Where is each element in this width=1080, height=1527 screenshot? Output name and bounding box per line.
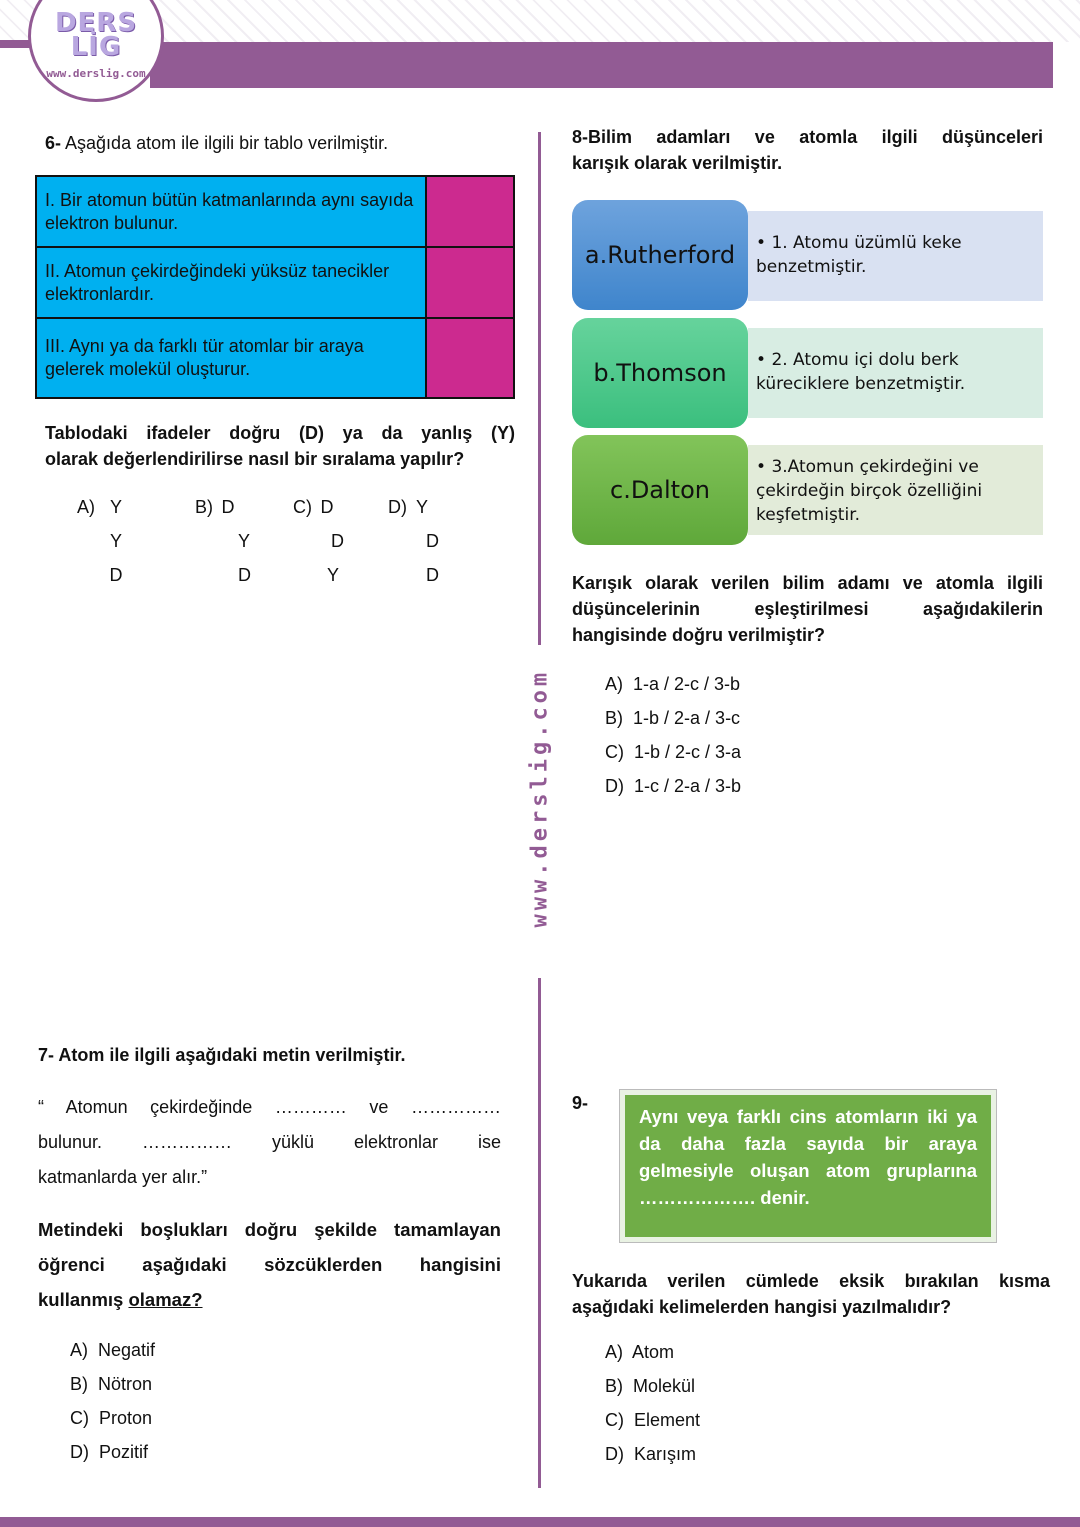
idea-text: 3.Atomun çekirdeğini ve çekirdeğin birçok özelliğini keşfetmiştir.	[756, 457, 983, 525]
q8-number: 8-	[572, 127, 589, 147]
derslig-logo	[28, 0, 164, 102]
option-text: Proton	[99, 1408, 153, 1428]
option-label: B)	[70, 1374, 88, 1394]
idea-text: 2. Atomu içi dolu berk küreciklere benzetmiştir.	[756, 350, 966, 394]
q6-option-c[interactable]	[293, 490, 345, 592]
option-label: A)	[77, 497, 95, 517]
q7-option-c[interactable]	[70, 1401, 155, 1435]
q7-option-d[interactable]	[70, 1435, 155, 1469]
q9-options	[605, 1335, 700, 1471]
q6-option-a[interactable]	[77, 490, 126, 592]
q7-option-b[interactable]	[70, 1367, 155, 1401]
option-label: A)	[605, 1342, 623, 1362]
column-divider	[538, 978, 541, 1488]
q6-table	[35, 175, 515, 399]
option-value: D	[320, 497, 334, 517]
option-value: D	[331, 531, 345, 551]
table-row	[36, 247, 514, 318]
option-text: Element	[634, 1410, 701, 1430]
q8-question-line: Karışık olarak verilen bilim adamı ve atomla ilgili	[572, 573, 1043, 593]
option-label: D)	[605, 1444, 624, 1464]
option-label: D)	[388, 497, 407, 517]
q9-option-c[interactable]	[605, 1403, 700, 1437]
q7-emphasis: olamaz?	[128, 1289, 203, 1310]
option-text: Molekül	[633, 1376, 696, 1396]
header-bar	[150, 42, 1053, 88]
idea-3: • 3.Atomun çekirdeğini ve çekirdeğin birçok özelliğini keşfetmiştir.	[748, 445, 1043, 535]
statement-cell: III. Aynı ya da farklı tür atomlar bir araya gelerek molekül oluşturur.	[36, 318, 426, 398]
option-text: 1-b / 2-c / 3-a	[634, 742, 742, 762]
option-label: C)	[605, 1410, 624, 1430]
q6-question	[45, 420, 515, 472]
q8-title-text: Bilim adamları ve atomla ilgili düşünceleri	[588, 127, 1043, 147]
answer-cell	[426, 176, 514, 247]
option-value: D	[426, 531, 440, 551]
q7-question	[38, 1212, 501, 1317]
q6-title	[45, 130, 388, 156]
option-value: Y	[110, 531, 123, 551]
option-label: C)	[605, 742, 624, 762]
q9-option-a[interactable]	[605, 1335, 700, 1369]
watermark: www.derslig.com	[527, 668, 553, 928]
option-text: 1-b / 2-a / 3-c	[633, 708, 741, 728]
table-row	[36, 176, 514, 247]
q8-title-line: karışık olarak verilmiştir.	[572, 153, 783, 173]
option-label: D)	[70, 1442, 89, 1462]
q7-question-line: kullanmış	[38, 1289, 129, 1310]
q8-option-d[interactable]	[605, 769, 741, 803]
q8-option-c[interactable]	[605, 735, 741, 769]
option-text: 1-c / 2-a / 3-b	[634, 776, 742, 796]
q7-text-line: katmanlarda yer alır.”	[38, 1167, 208, 1187]
option-text: 1-a / 2-c / 3-b	[633, 674, 741, 694]
option-text: Atom	[632, 1342, 675, 1362]
footer-bar	[0, 1517, 1080, 1527]
q9-question-line: aşağıdaki kelimelerden hangisi yazılmalıdır?	[572, 1297, 952, 1317]
option-text: Karışım	[634, 1444, 697, 1464]
q8-option-a[interactable]	[605, 667, 741, 701]
option-label: D)	[605, 776, 624, 796]
statement-cell: I. Bir atomun bütün katmanlarında aynı sayıda elektron bulunur.	[36, 176, 426, 247]
q9-question	[572, 1268, 1050, 1320]
option-text: Nötron	[98, 1374, 153, 1394]
statement-cell: II. Atomun çekirdeğindeki yüksüz tanecikler elektronlardır.	[36, 247, 426, 318]
table-row	[36, 318, 514, 398]
option-label: A)	[605, 674, 623, 694]
option-value: D	[109, 565, 123, 585]
q7-text-line: “ Atomun çekirdeğinde ………… ve ……………	[38, 1097, 501, 1117]
q7-text	[38, 1090, 501, 1195]
q9-question-line: Yukarıda verilen cümlede eksik bırakılan kısma	[572, 1271, 1050, 1291]
q8-question-line: hangisinde doğru verilmiştir?	[572, 625, 826, 645]
q8-options	[605, 667, 741, 803]
q8-title	[572, 124, 1043, 176]
q7-options	[70, 1333, 155, 1469]
option-value: D	[426, 565, 440, 585]
q8-question-line: düşüncelerinin eşleştirilmesi aşağıdakilerin	[572, 599, 1043, 619]
q7-title: 7- Atom ile ilgili aşağıdaki metin verilmiştir.	[38, 1045, 406, 1065]
q7-question-line: Metindeki boşlukları doğru şekilde tamamlayan	[38, 1219, 501, 1240]
q7-option-a[interactable]	[70, 1333, 155, 1367]
q8-title-line	[572, 124, 1043, 150]
option-value: Y	[416, 497, 429, 517]
option-text: Pozitif	[99, 1442, 149, 1462]
option-label: A)	[70, 1340, 88, 1360]
q6-title-text: Aşağıda atom ile ilgili bir tablo verilmiştir.	[61, 133, 389, 153]
idea-2: • 2. Atomu içi dolu berk küreciklere benzetmiştir.	[748, 328, 1043, 418]
q6-number: 6-	[45, 133, 62, 153]
q7-text-line: bulunur. …………… yüklü elektronlar ise	[38, 1132, 501, 1152]
option-value: Y	[238, 531, 251, 551]
q9-option-b[interactable]	[605, 1369, 700, 1403]
q6-option-d[interactable]	[388, 490, 440, 592]
q9-definition-box: Aynı veya farklı cins atomların iki ya da daha fazla sayıda bir araya gelmesiyle oluşan atom gruplarına ………………. denir.	[620, 1090, 996, 1242]
option-label: C)	[70, 1408, 89, 1428]
q9-number: 9-	[572, 1093, 589, 1113]
q6-option-b[interactable]	[195, 490, 252, 592]
option-value: Y	[110, 497, 123, 517]
q7-question-line: öğrenci aşağıdaki sözcüklerden hangisini	[38, 1254, 501, 1275]
option-text: Negatif	[98, 1340, 156, 1360]
option-label: B)	[605, 708, 623, 728]
logo-text: DERS LİG	[54, 8, 138, 62]
q8-question	[572, 570, 1043, 648]
scientist-rutherford: a.Rutherford	[572, 200, 748, 310]
answer-cell	[426, 318, 514, 398]
answer-cell	[426, 247, 514, 318]
logo-url: www.derslig.com	[46, 67, 146, 80]
idea-text: 1. Atomu üzümlü keke benzetmiştir.	[756, 233, 962, 277]
option-label: B)	[195, 497, 213, 517]
idea-1: • 1. Atomu üzümlü keke benzetmiştir.	[748, 211, 1043, 301]
option-value: Y	[327, 565, 340, 585]
scientist-thomson: b.Thomson	[572, 318, 748, 428]
option-label: C)	[293, 497, 312, 517]
q6-question-line: olarak değerlendirilirse nasıl bir sıralama yapılır?	[45, 449, 465, 469]
q8-option-b[interactable]	[605, 701, 741, 735]
option-label: B)	[605, 1376, 623, 1396]
scientist-dalton: c.Dalton	[572, 435, 748, 545]
q9-option-d[interactable]	[605, 1437, 700, 1471]
option-value: D	[238, 565, 252, 585]
column-divider	[538, 132, 541, 645]
option-value: D	[221, 497, 235, 517]
q6-question-line: Tablodaki ifadeler doğru (D) ya da yanlış (Y)	[45, 423, 515, 443]
